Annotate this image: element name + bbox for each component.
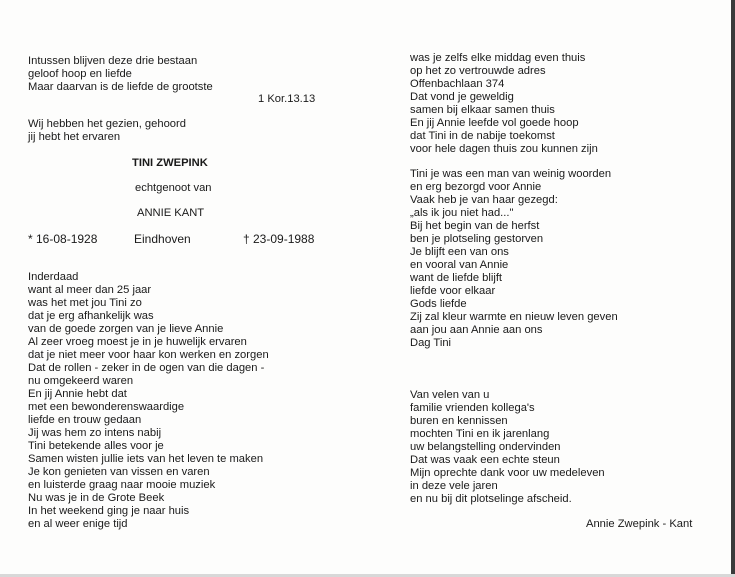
poem-line: „als ik jou niet had..." — [410, 207, 514, 219]
spouse-name: ANNIE KANT — [137, 207, 205, 219]
thanks-line: uw belangstelling ondervinden — [410, 441, 561, 453]
poem-line: van de goede zorgen van je lieve Annie — [28, 323, 224, 335]
card-edge-shadow — [731, 0, 735, 577]
poem-line: en erg bezorgd voor Annie — [410, 181, 542, 193]
spouse-of-label: echtgenoot van — [135, 182, 212, 194]
motto-line: geloof hoop en liefde — [28, 68, 132, 80]
poem-line: nu omgekeerd waren — [28, 375, 134, 387]
poem-line: dat je niet meer voor haar kon werken en zorgen — [28, 349, 269, 361]
poem-line: voor hele dagen thuis zou kunnen zijn — [410, 143, 598, 155]
poem-line: en vooral van Annie — [410, 259, 509, 271]
poem-line: samen bij elkaar samen thuis — [410, 104, 555, 116]
poem-line: Inderdaad — [28, 271, 79, 283]
signature: Annie Zwepink - Kant — [586, 518, 693, 530]
poem-line: Dat vond je geweldig — [410, 91, 514, 103]
deceased-name: TINI ZWEPINK — [132, 157, 208, 169]
poem-line: aan jou aan Annie aan ons — [410, 324, 543, 336]
poem-line: want de liefde blijft — [410, 272, 503, 284]
poem-line: Al zeer vroeg moest je in je huwelijk ervaren — [28, 336, 247, 348]
poem-line: In het weekend ging je naar huis — [28, 505, 190, 517]
thanks-line: en nu bij dit plotselinge afscheid. — [410, 493, 572, 505]
motto-line: Maar daarvan is de liefde de grootste — [28, 81, 213, 93]
poem-line: en al weer enige tijd — [28, 518, 128, 530]
seen-line: jij hebt het ervaren — [28, 131, 121, 143]
poem-line: Dat de rollen - zeker in de ogen van die dagen - — [28, 362, 265, 374]
poem-line: want al meer dan 25 jaar — [28, 284, 152, 296]
poem-line: Gods liefde — [410, 298, 467, 310]
thanks-line: buren en kennissen — [410, 415, 508, 427]
death-date: † 23-09-1988 — [243, 232, 315, 246]
address-line: Offenbachlaan 374 — [410, 78, 505, 90]
poem-line: Nu was je in de Grote Beek — [28, 492, 165, 504]
poem-line: liefde voor elkaar — [410, 285, 496, 297]
birth-date: * 16-08-1928 — [28, 232, 98, 246]
poem-line: Bij het begin van de herfst — [410, 220, 540, 232]
thanks-line: familie vrienden kollega's — [410, 402, 535, 414]
poem-line: Samen wisten jullie iets van het leven te maken — [28, 453, 264, 465]
poem-line: liefde en trouw gedaan — [28, 414, 142, 426]
poem-line: dat Tini in de nabije toekomst — [410, 130, 555, 142]
poem-line: op het zo vertrouwde adres — [410, 65, 546, 77]
poem-line: met een bewonderenswaardige — [28, 401, 185, 413]
thanks-line: Van velen van u — [410, 389, 490, 401]
poem-line: Dag Tini — [410, 337, 452, 349]
thanks-line: Mijn oprechte dank voor uw medeleven — [410, 467, 605, 479]
poem-line: en luisterde graag naar mooie muziek — [28, 479, 216, 491]
poem-line: Tini betekende alles voor je — [28, 440, 164, 452]
thanks-line: Dat was vaak een echte steun — [410, 454, 560, 466]
poem-line: Jij was hem zo intens nabij — [28, 427, 162, 439]
poem-line: Vaak heb je van haar gezegd: — [410, 194, 558, 206]
poem-line: Zij zal kleur warmte en nieuw leven geven — [410, 311, 618, 323]
poem-line: En jij Annie leefde vol goede hoop — [410, 117, 579, 129]
poem-line: Je blijft een van ons — [410, 246, 509, 258]
birth-place: Eindhoven — [134, 232, 191, 246]
bible-reference: 1 Kor.13.13 — [258, 93, 316, 105]
poem-line: ben je plotseling gestorven — [410, 233, 544, 245]
poem-line: was je zelfs elke middag even thuis — [410, 52, 586, 64]
poem-line: dat je erg afhankelijk was — [28, 310, 154, 322]
motto-line: Intussen blijven deze drie bestaan — [28, 55, 198, 67]
poem-line: Tini je was een man van weinig woorden — [410, 168, 612, 180]
thanks-line: mochten Tini en ik jarenlang — [410, 428, 550, 440]
poem-line: Je kon genieten van vissen en varen — [28, 466, 210, 478]
thanks-line: in deze vele jaren — [410, 480, 498, 492]
poem-line: En jij Annie hebt dat — [28, 388, 127, 400]
poem-line: was het met jou Tini zo — [28, 297, 142, 309]
seen-line: Wij hebben het gezien, gehoord — [28, 118, 186, 130]
